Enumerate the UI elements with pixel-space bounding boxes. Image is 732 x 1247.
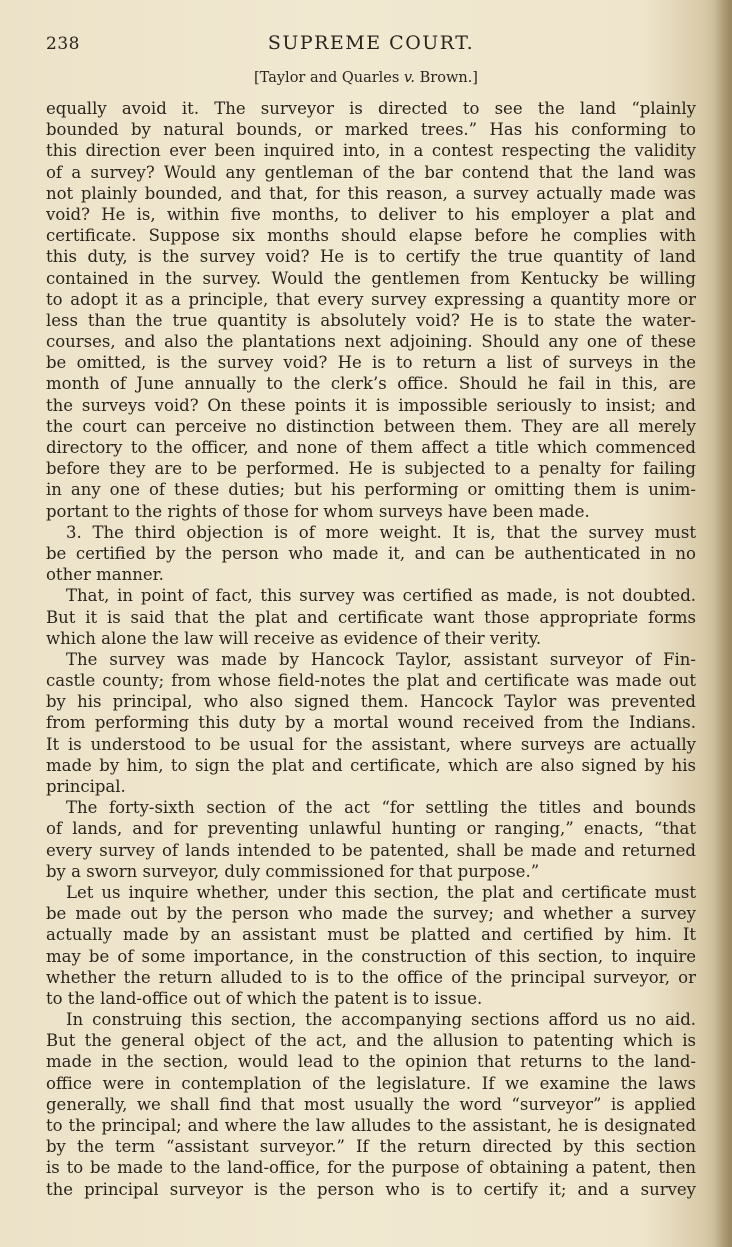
case-caption-v: v. [403, 70, 416, 86]
text-line: be made out by the person who made the survey; and whether a survey [46, 904, 696, 924]
text-line: It is understood to be usual for the assistant, where surveys are actually [46, 734, 696, 754]
text-line: void? He is, within five months, to deliver to his employer a plat and [46, 204, 696, 224]
text-line: The survey was made by Hancock Taylor, assistant surveyor of Fin- [66, 649, 696, 669]
text-line: The forty-sixth section of the act “for settling the titles and bounds [66, 798, 696, 818]
page-header [46, 30, 696, 62]
body-text [46, 98, 696, 1200]
text-line: bounded by natural bounds, or marked trees.” Has his conforming to [46, 120, 696, 140]
text-line: whether the return alluded to is to the office of the principal surveyor, or [46, 967, 696, 987]
running-title: SUPREME COURT. [267, 32, 475, 54]
text-line: by his principal, who also signed them. Hancock Taylor was prevented [46, 692, 696, 712]
text-line: not plainly bounded, and that, for this reason, a survey actually made was [46, 183, 696, 203]
text-line: That, in point of fact, this survey was certified as made, is not doubted. [66, 586, 696, 606]
text-line: In construing this section, the accompanying sections afford us no aid. [66, 1010, 696, 1030]
text-line: castle county; from whose field-notes the plat and certificate was made out [46, 671, 696, 691]
text-line: directory to the officer, and none of them affect a title which commenced [46, 438, 696, 457]
text-line: the principal surveyor is the person who is to certify it; and a survey [46, 1179, 696, 1199]
text-line: portant to the rights of those for whom surveys have been made. [46, 501, 590, 521]
case-caption-after: Brown.] [415, 70, 478, 86]
text-line: to the land-office out of which the patent is to issue. [46, 988, 483, 1008]
text-line: contained in the survey. Would the gentlemen from Kentucky be willing [46, 268, 696, 288]
text-line: be certified by the person who made it, and can be authenticated in no [46, 543, 696, 563]
text-line: office were in contemplation of the legislature. If we examine the laws [46, 1073, 696, 1093]
text-line: But it is said that the plat and certificate want those appropriate forms [46, 607, 696, 627]
text-line: made by him, to sign the plat and certificate, which are also signed by his [46, 755, 696, 775]
text-line: be omitted, is the survey void? He is to return a list of surveys in the [46, 353, 696, 373]
text-line: made in the section, would lead to the opinion that returns to the land- [46, 1052, 696, 1072]
text-line: Let us inquire whether, under this section, the plat and certificate must [66, 882, 696, 902]
text-line: may be of some importance, in the construction of this section, to inquire [46, 946, 696, 966]
text-line: from performing this duty by a mortal wound received from the Indians. [46, 713, 696, 733]
text-line: principal. [46, 777, 126, 796]
text-line: actually made by an assistant must be platted and certified by him. It [46, 925, 696, 945]
page-number: 238 [46, 34, 80, 54]
case-caption [0, 70, 732, 86]
text-line: by a sworn surveyor, duly commissioned for that purpose.” [46, 861, 540, 881]
text-line: generally, we shall find that most usually the word “surveyor” is applied [46, 1094, 696, 1114]
text-line: to adopt it as a principle, that every survey expressing a quantity more or [46, 289, 696, 309]
text-line: less than the true quantity is absolutely void? He is to state the water- [46, 310, 696, 330]
text-line: in any one of these duties; but his performing or omitting them is unim- [46, 480, 696, 500]
text-line: before they are to be performed. He is subjected to a penalty for failing [46, 459, 696, 479]
text-line: 3. The third objection is of more weight. It is, that the survey must [66, 522, 696, 542]
text-line: of a survey? Would any gentleman of the bar contend that the land was [46, 162, 696, 182]
text-line: month of June annually to the clerk’s office. Should he fail in this, are [46, 374, 696, 394]
text-line: equally avoid it. The surveyor is directed to see the land “plainly [46, 99, 696, 118]
text-line: the surveys void? On these points it is impossible seriously to insist; and [46, 395, 696, 415]
case-caption-before: [Taylor and Quarles [254, 70, 404, 86]
text-line: the court can perceive no distinction between them. They are all merely [46, 416, 696, 436]
text-line: But the general object of the act, and the allusion to patenting which is [46, 1031, 696, 1051]
text-line: courses, and also the plantations next adjoining. Should any one of these [46, 332, 696, 352]
text-line: certificate. Suppose six months should elapse before he complies with [46, 226, 696, 246]
text-line: other manner. [46, 565, 164, 585]
text-line: this direction ever been inquired into, in a contest respecting the validity [46, 141, 696, 161]
text-line: is to be made to the land-office, for the purpose of obtaining a patent, then [46, 1158, 696, 1178]
text-line: every survey of lands intended to be patented, shall be made and returned [46, 840, 696, 860]
text-line: to the principal; and where the law alludes to the assistant, he is designated [46, 1116, 696, 1135]
text-line: of lands, and for preventing unlawful hunting or ranging,” enacts, “that [46, 819, 696, 839]
text-line: by the term “assistant surveyor.” If the return directed by this section [46, 1137, 696, 1157]
text-line: this duty, is the survey void? He is to certify the true quantity of land [46, 247, 696, 267]
text-line: which alone the law will receive as evidence of their verity. [46, 628, 542, 648]
